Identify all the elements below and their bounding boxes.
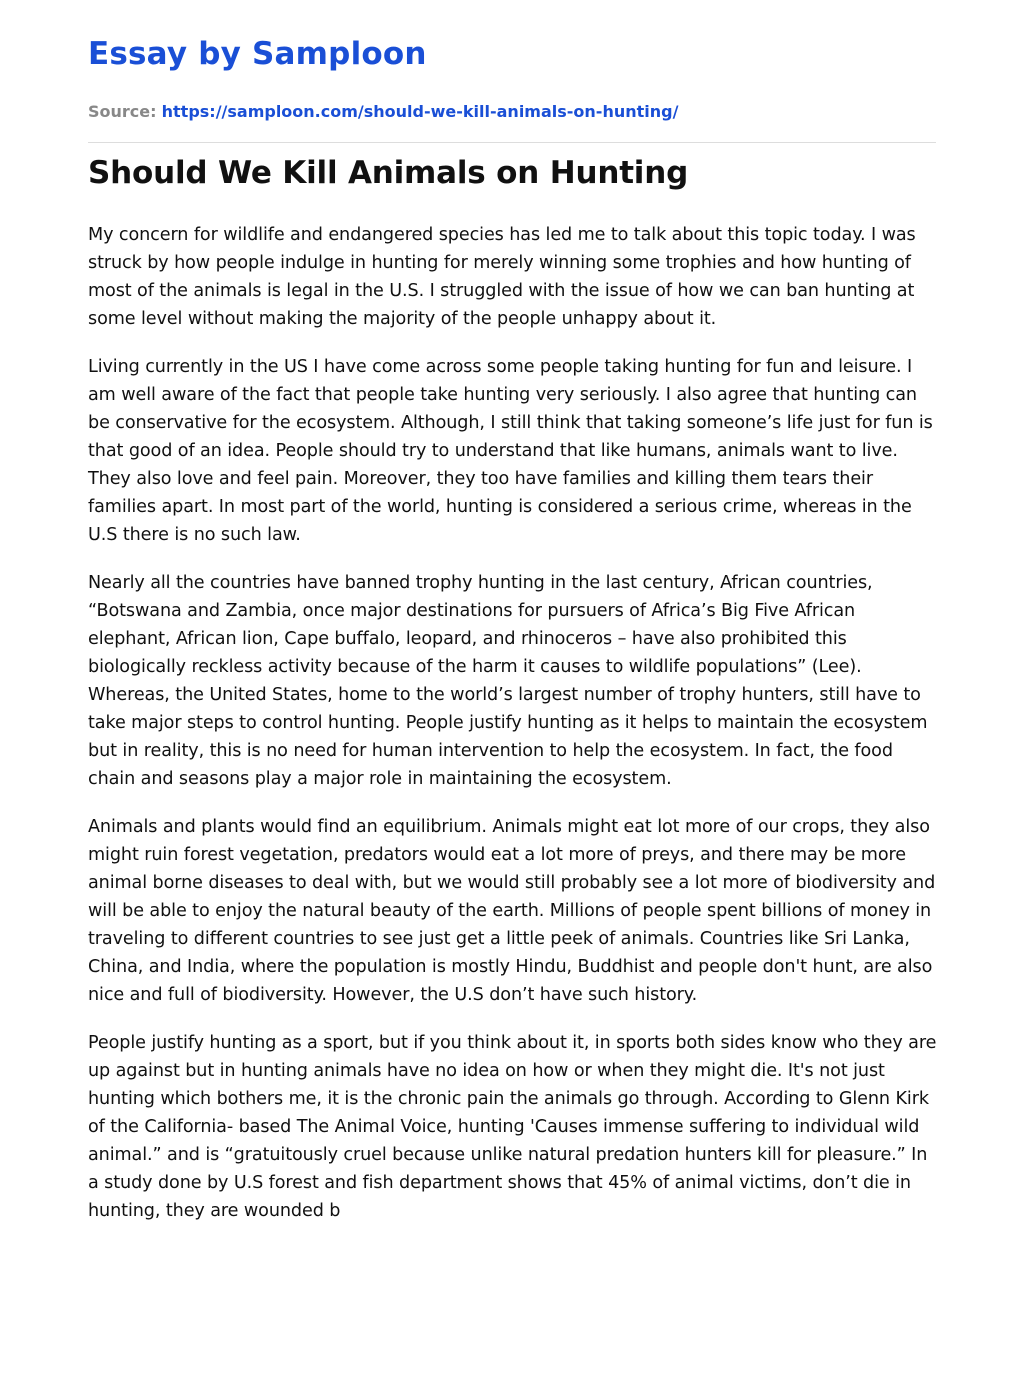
source-line <box>88 102 678 121</box>
essay-title: Should We Kill Animals on Hunting <box>88 155 689 191</box>
brand-title[interactable]: Essay by Samploon <box>88 36 427 72</box>
essay-paragraph: Animals and plants would find an equilibrium. Animals might eat lot more of our crops, they also might ruin forest vegetation, predators would eat a lot more of preys, and there may be more animal borne diseases to deal with, but we would still probably see a lot more of biodiversity and will be able to enjoy the natural beauty of the earth. Millions of people spent billions of money in traveling to different countries to see just get a little peek of animals. Countries like Sri Lanka, China, and India, where the population is mostly Hindu, Buddhist and people don't hunt, are also nice and full of biodiversity. However, the U.S don’t have such history. <box>88 817 936 1005</box>
source-link[interactable]: https://samploon.com/should-we-kill-animals-on-hunting/ <box>161 102 679 121</box>
essay-paragraph: My concern for wildlife and endangered species has led me to talk about this topic today. I was struck by how people indulge in hunting for merely winning some trophies and how hunting of most of the animals is legal in the U.S. I struggled with the issue of how we can ban hunting at some level without making the majority of the people unhappy about it. <box>88 225 916 329</box>
essay-body <box>88 221 938 1245</box>
essay-paragraph: People justify hunting as a sport, but if you think about it, in sports both sides know who they are up against but in hunting animals have no idea on how or when they might die. It's not just hunting which bothers me, it is the chronic pain the animals go through. According to Glenn Kirk of the California- based The Animal Voice, hunting 'Causes immense suffering to individual wild animal.” and is “gratuitously cruel because unlike natural predation hunters kill for pleasure.” In a study done by U.S forest and fish department shows that 45% of animal victims, don’t die in hunting, they are wounded b <box>88 1033 937 1221</box>
essay-paragraph: Nearly all the countries have banned trophy hunting in the last century, African countries, “Botswana and Zambia, once major destinations for pursuers of Africa’s Big Five African elephant, African lion, Cape buffalo, leopard, and rhinoceros – have also prohibited this biologically reckless activity because of the harm it causes to wildlife populations” (Lee). Whereas, the United States, home to the world’s largest number of trophy hunters, still have to take major steps to control hunting. People justify hunting as it helps to maintain the ecosystem but in reality, this is no need for human intervention to help the ecosystem. In fact, the food chain and seasons play a major role in maintaining the ecosystem. <box>88 573 928 789</box>
header-divider <box>88 142 936 143</box>
source-label: Source: <box>88 102 157 121</box>
essay-paragraph: Living currently in the US I have come across some people taking hunting for fun and leisure. I am well aware of the fact that people take hunting very seriously. I also agree that hunting can be conservative for the ecosystem. Although, I still think that taking someone’s life just for fun is that good of an idea. People should try to understand that like humans, animals want to live. They also love and feel pain. Moreover, they too have families and killing them tears their families apart. In most part of the world, hunting is considered a serious crime, whereas in the U.S there is no such law. <box>88 357 933 545</box>
